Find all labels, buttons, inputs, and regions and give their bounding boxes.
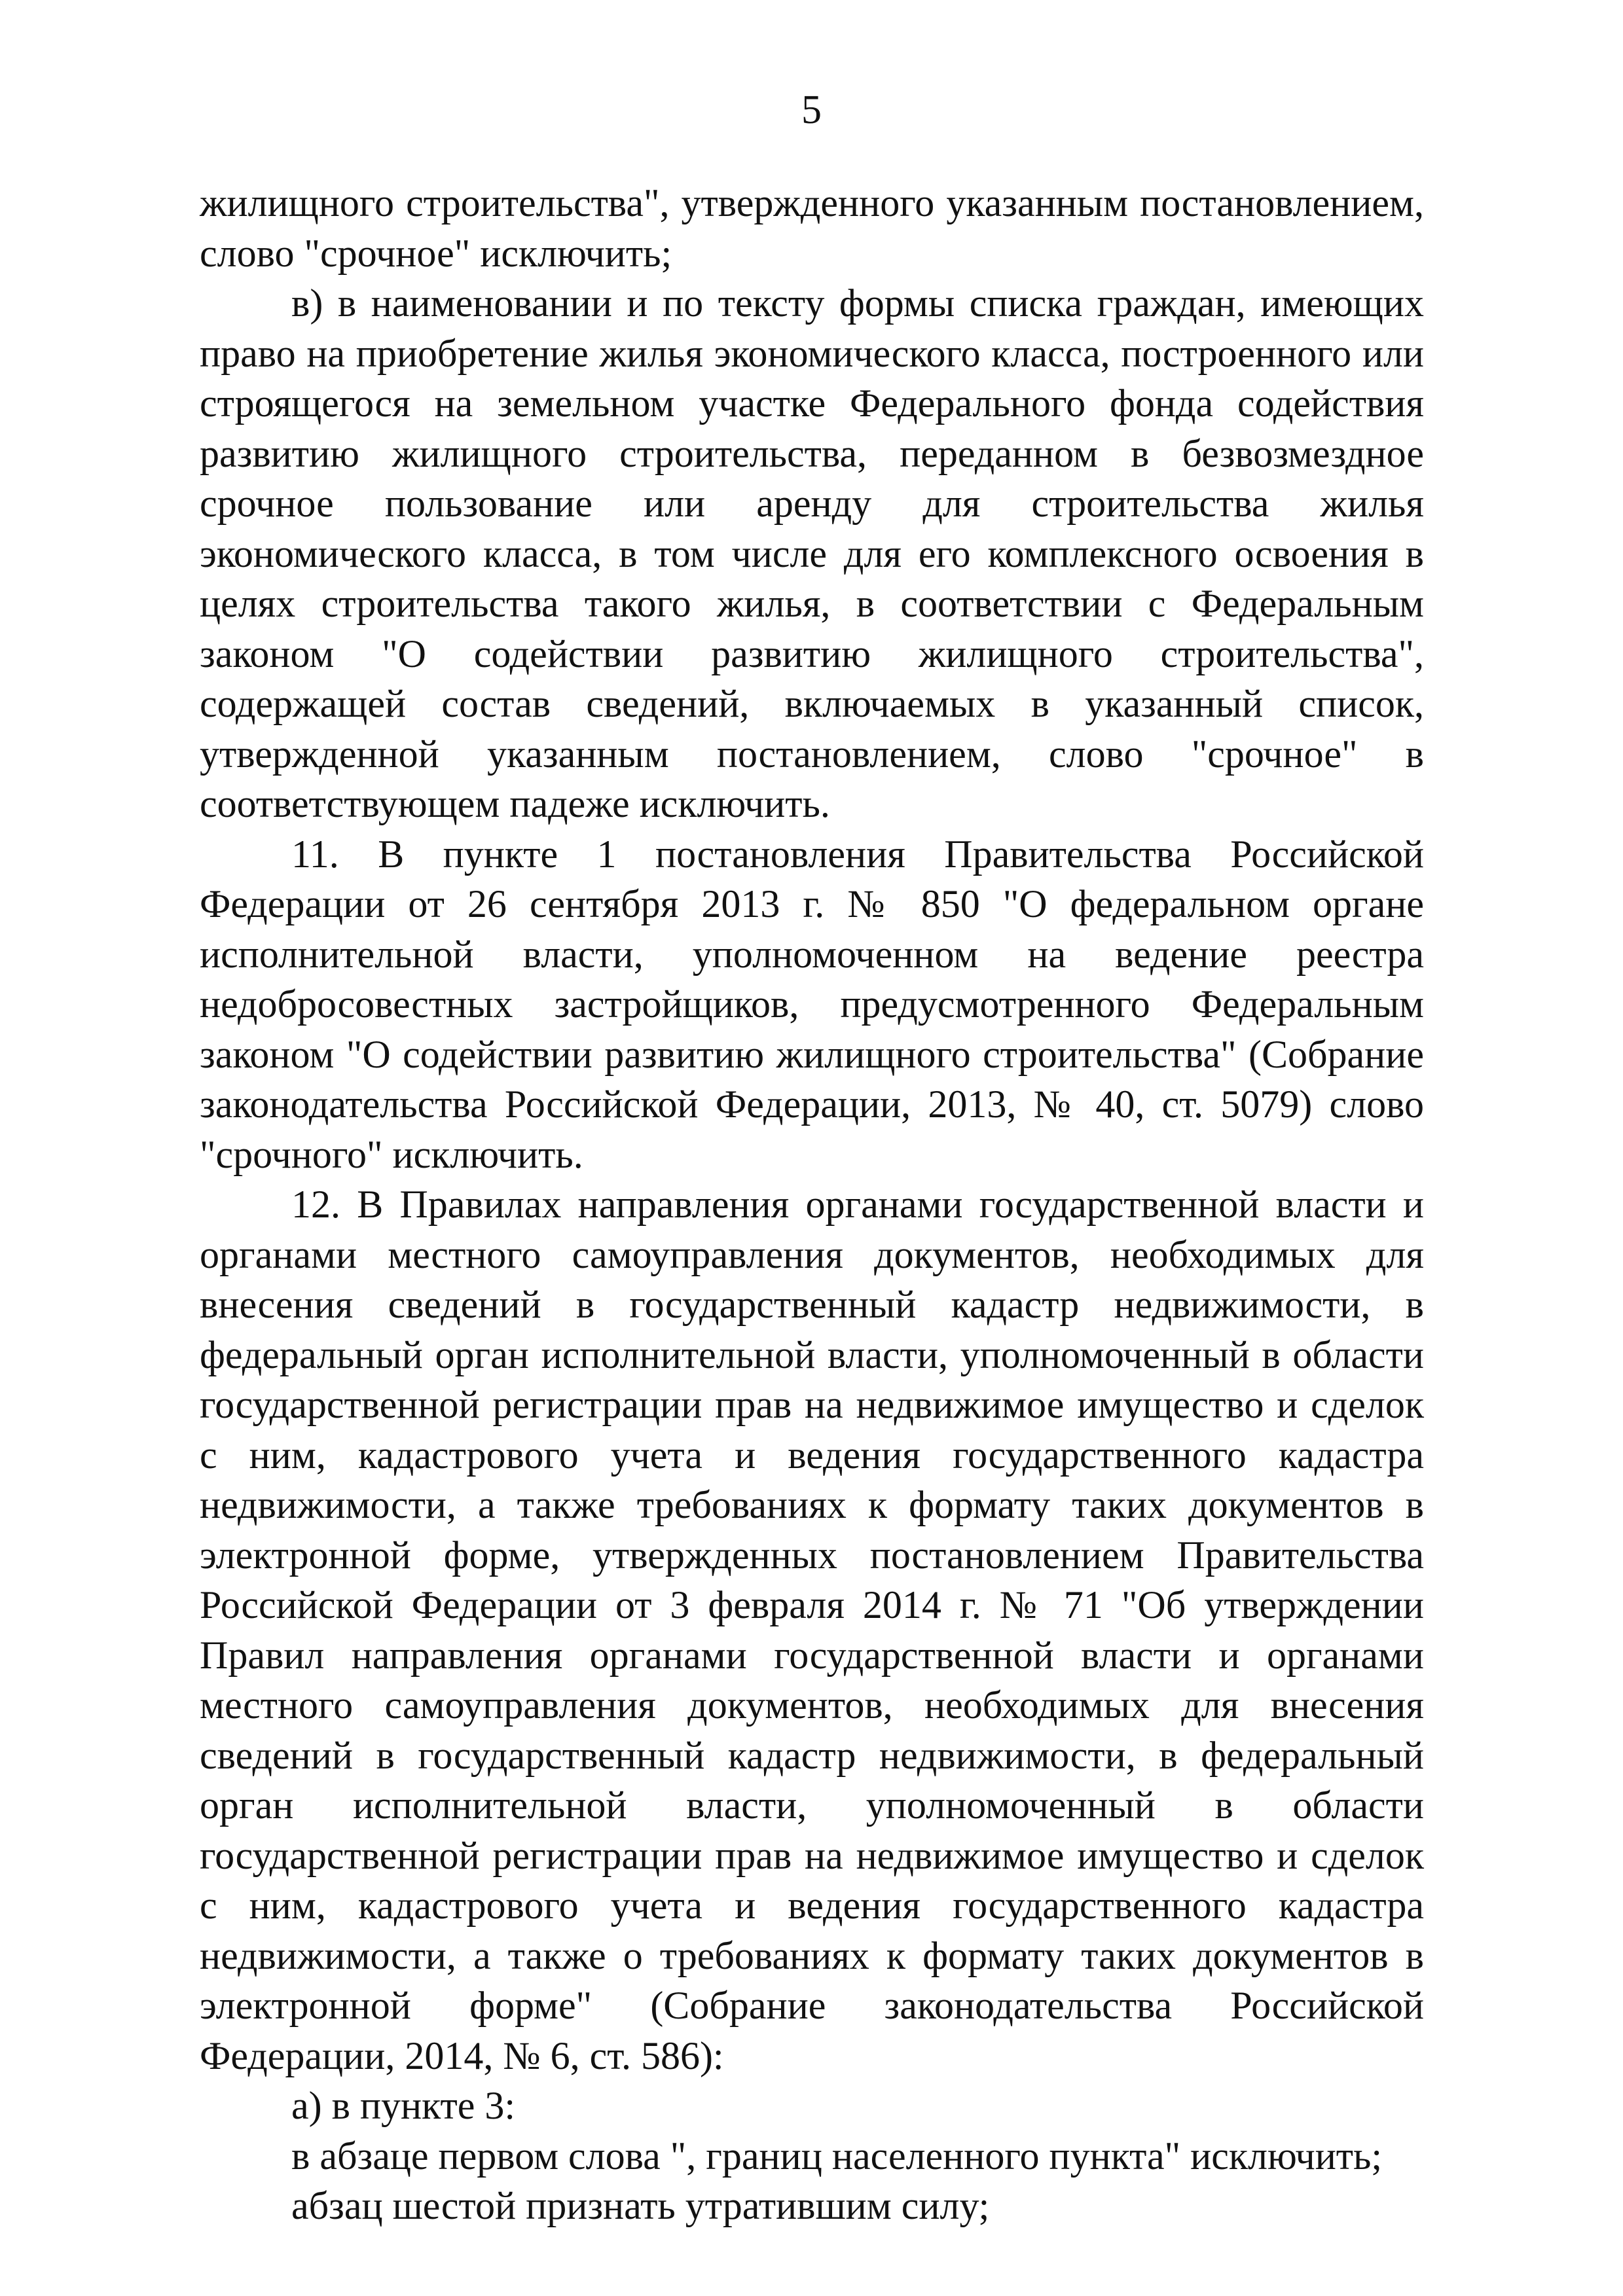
paragraph-sixth-abzac: абзац шестой признать утратившим силу; — [291, 2184, 990, 2227]
paragraph-item-11: 11. В пункте 1 постановления Правительства Российской Федерации от 26 сентября 2013 г. № 850 "О федеральном органе исполнительной власти, уполномоченном на ведение реестра недобросовестных застройщиков, предусмотренного Федеральным законом "О содействии развитию жилищного строительства" (Собрание законодательства Российской Федерации, 2013, № 40, ст. 5079) слово "срочного" исключить. — [200, 832, 1424, 1176]
paragraph-item-12: 12. В Правилах направления органами государственной власти и органами местного самоуправления документов, необходимых для внесения сведений в государственный кадастр недвижимости, в федеральный орган исполнительной власти, уполномоченный в области государственной регистрации прав на недвижимое имущество и сделок с ним, кадастрового учета и ведения государственного кадастра недвижимости, а также требованиях к формату таких документов в электронной форме, утвержденных постановлением Правительства Российской Федерации от 3 февраля 2014 г. № 71 "Об утверждении Правил направления органами государственной власти и органами местного самоуправления документов, необходимых для внесения сведений в государственный кадастр недвижимости, в федеральный орган исполнительной власти, уполномоченный в области государственной регистрации прав на недвижимое имущество и сделок с ним, кадастрового учета и ведения государственного кадастра недвижимости, а также о требованиях к формату таких документов в электронной форме" (Собрание законодательства Российской Федерации, 2014, № 6, ст. 586): — [200, 1183, 1424, 2077]
paragraph-continuation: жилищного строительства", утвержденного указанным постановлением, слово "срочное" исключить; — [200, 181, 1424, 275]
document-body — [200, 178, 1424, 2231]
paragraph-subitem-v: в) в наименовании и по тексту формы списка граждан, имеющих право на приобретение жилья экономического класса, построенного или строящегося на земельном участке Федерального фонда содействия развитию жилищного строительства, переданном в безвозмездное срочное пользование или аренду для строительства жилья экономического класса, в том числе для его комплексного освоения в целях строительства такого жилья, в соответствии с Федеральным законом "О содействии развитию жилищного строительства", содержащей состав сведений, включаемых в указанный список, утвержденной указанным постановлением, слово "срочное" в соответствующем падеже исключить. — [200, 281, 1424, 825]
paragraph-first-abzac: в абзаце первом слова ", границ населенного пункта" исключить; — [291, 2134, 1383, 2178]
page-number: 5 — [801, 88, 822, 132]
paragraph-subitem-a: а) в пункте 3: — [291, 2084, 516, 2127]
